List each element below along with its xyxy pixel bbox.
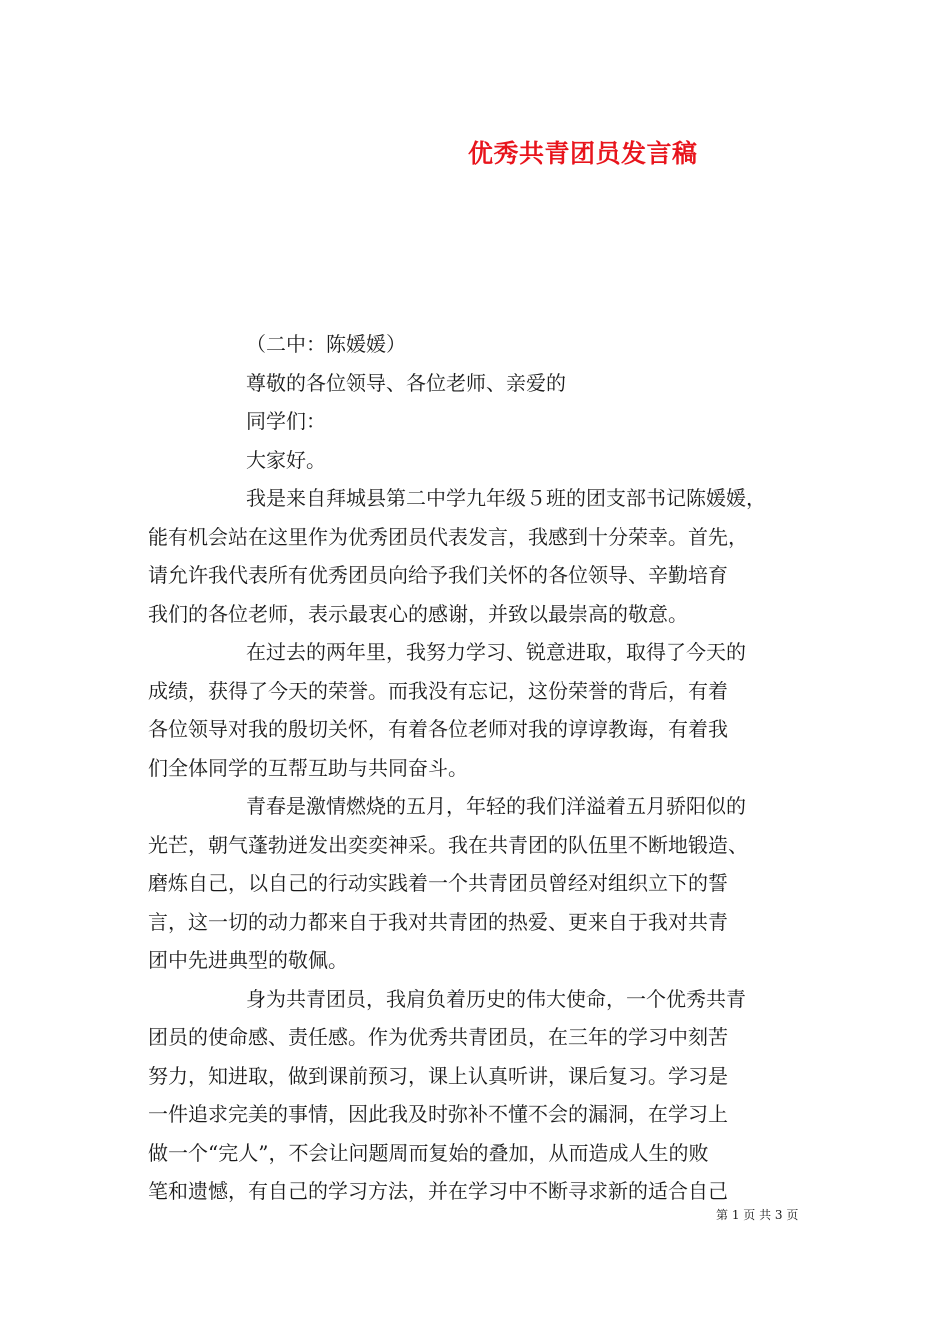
text-line: 成绩，获得了今天的荣誉。而我没有忘记，这份荣誉的背后，有着 xyxy=(148,678,728,703)
text-line: 光芒，朝气蓬勃迸发出奕奕神采。我在共青团的队伍里不断地锻造、 xyxy=(148,832,748,857)
text-line: 言，这一切的动力都来自于我对共青团的热爱、更来自于我对共青 xyxy=(148,909,728,934)
text-line: 努力，知进取，做到课前预习，课上认真听讲，课后复习。学习是 xyxy=(148,1063,728,1088)
text-line: 青春是激情燃烧的五月，年轻的我们洋溢着五月骄阳似的 xyxy=(246,794,746,818)
text-line: 我是来自拜城县第二中学九年级５班的团支部书记陈媛媛， xyxy=(246,486,766,510)
text-line: 们全体同学的互帮互助与共同奋斗。 xyxy=(148,755,468,780)
text-line: 同学们： xyxy=(246,409,326,433)
text-line: 请允许我代表所有优秀团员向给予我们关怀的各位领导、辛勤培育 xyxy=(148,563,728,587)
text-line: 各位领导对我的殷切关怀，有着各位老师对我的谆谆教诲，有着我 xyxy=(148,717,728,741)
text-line: 尊敬的各位领导、各位老师、亲爱的 xyxy=(246,370,566,395)
text-line: 我们的各位老师，表示最衷心的感谢，并致以最崇高的敬意。 xyxy=(148,601,688,626)
page-number: 第 1 页 共 3 页 xyxy=(716,1208,799,1222)
text-line: 能有机会站在这里作为优秀团员代表发言，我感到十分荣幸。首先， xyxy=(148,524,748,549)
text-line: （二中：陈媛媛） xyxy=(246,332,406,356)
text-line: 在过去的两年里，我努力学习、锐意进取，取得了今天的 xyxy=(246,640,746,664)
document-body xyxy=(148,325,808,1211)
text-line: 磨炼自己，以自己的行动实践着一个共青团员曾经对组织立下的誓 xyxy=(148,871,728,895)
text-line: 团中先进典型的敬佩。 xyxy=(148,948,348,972)
text-line: 团员的使命感、责任感。作为优秀共青团员，在三年的学习中刻苦 xyxy=(148,1025,728,1049)
document-title: 优秀共青团员发言稿 xyxy=(468,139,698,168)
text-line: 笔和遗憾，有自己的学习方法，并在学习中不断寻求新的适合自己 xyxy=(148,1179,728,1203)
text-line: 身为共青团员，我肩负着历史的伟大使命，一个优秀共青 xyxy=(246,986,746,1011)
text-line: 做一个“完人”，不会让问题周而复始的叠加，从而造成人生的败 xyxy=(148,1140,709,1165)
text-line: 大家好。 xyxy=(246,447,326,472)
text-line: 一件追求完美的事情，因此我及时弥补不懂不会的漏洞，在学习上 xyxy=(148,1102,728,1126)
